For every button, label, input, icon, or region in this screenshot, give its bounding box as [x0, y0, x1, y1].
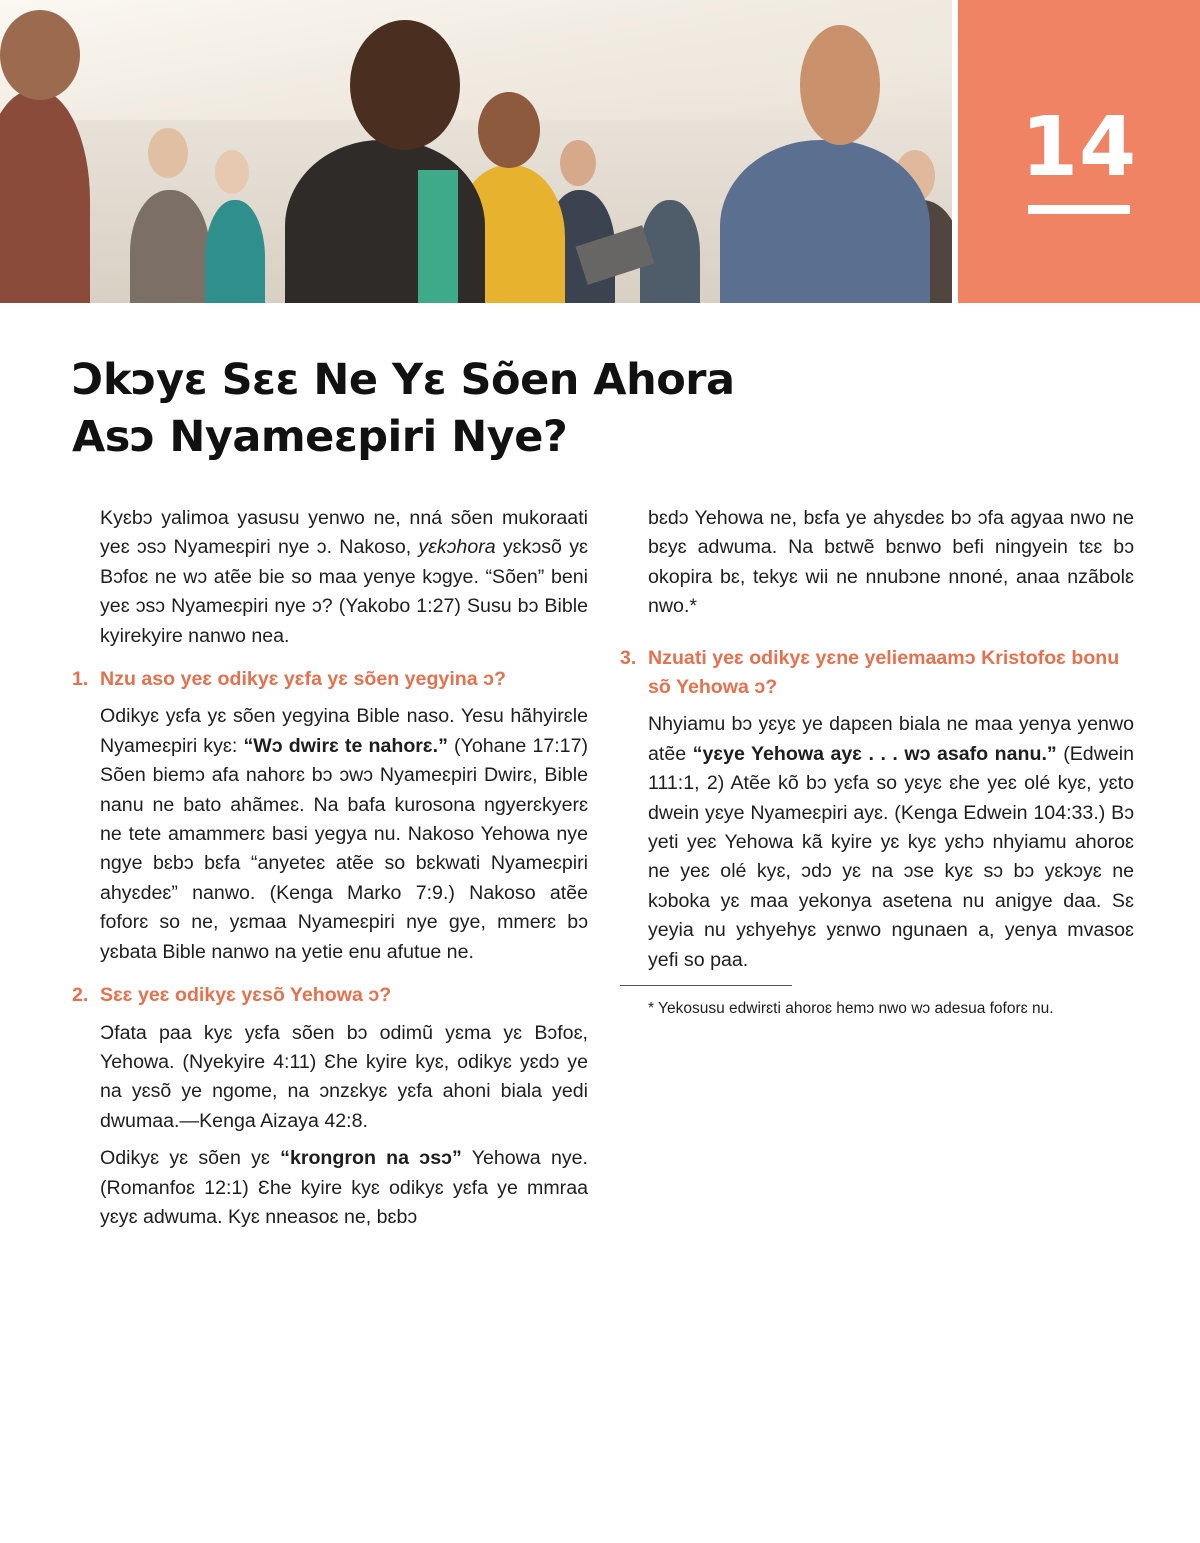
intro-text: yɛkɔsõ yɛ Bɔfoɛ ne wɔ atẽe bie so maa yenye kɔgye. “Sõen” beni yeɛ ɔsɔ Nyameɛpiri nye ɔ? (Yakobo 1:27) Susu bɔ Bible kyirekyire nanwo nea. [100, 536, 588, 647]
question-text: Nzu aso yeɛ odikyɛ yɛfa yɛ sõen yegyina ɔ? [100, 668, 506, 691]
person-head [0, 10, 80, 100]
title-line-2: Asɔ Nyameɛpiri Nye? [72, 412, 568, 462]
question-1 [72, 665, 588, 694]
scripture-quote: “Wɔ dwirɛ te nahorɛ.” [243, 734, 448, 757]
paragraph-text: (Edwein 111:1, 2) Atẽe kõ bɔ yɛfa so yɛyɛ ɛhe yeɛ olé kyɛ, yɛto dwein yɛye Nyameɛpiri ayɛ. (Kenga Edwein 104:33.) Bɔ yeti yeɛ Yehowa kã kyire yɛ kyɛ yɛhɔ nhyiamu ahoroɛ ne yeɛ olé kyɛ, ɔdɔ yɛ na ɔse kyɛ sɔ bɔ yɛkɔyɛ ne kɔboka yɛ maa yekonya asetena nu anigye daa. Sɛ yeyia nu yɛhyehyɛ yɛnwo ngunaen a, yenya mvasoɛ yefi so paa. [648, 742, 1134, 971]
tie [418, 170, 458, 303]
lesson-number: 14 [1020, 100, 1138, 195]
person-head [800, 25, 880, 145]
footnote: * Yekosusu edwirɛti ahoroɛ hemɔ nwo wɔ adesua foforɛ nu. [648, 1000, 1054, 1018]
question-number: 1. [72, 668, 89, 691]
paragraph-text: (Yohane 17:17) Sõen biemɔ afa nahorɛ bɔ ɔwɔ Nyameɛpiri Dwirɛ, Bible nanu ne bato ahãmeɛ. Na bafa kurosona ngyerɛkyerɛ ne tete amammerɛ basi yegya nu. Nakoso Yehowa nye ngye bɛbɔ bɛfa “anyeteɛ atẽe so bɛkwati Nyameɛpiri ahyɛdeɛ” nanwo. (Kenga Marko 7:9.) Nakoso atẽe foforɛ so ne, yɛmaa Nyameɛpiri nye gye, mmerɛ bɔ yɛbata Bible nanwo na yetie enu afutue ne. [100, 734, 589, 963]
question-text: Sɛɛ yeɛ odikyɛ yɛsõ Yehowa ɔ? [100, 984, 392, 1007]
section-3-paragraph [648, 710, 1134, 975]
paragraph-text: Odikyɛ yɛfa yɛ sõen yegyina Bible naso. Yesu hãhyirɛle Nyameɛpiri kyɛ: [100, 705, 588, 757]
section-2-paragraph-2 [100, 1144, 588, 1232]
person-head [148, 128, 188, 178]
paragraph-text: Nhyiamu bɔ yɛyɛ ye dapɛen biala ne maa yenya yenwo atẽe [648, 713, 1134, 765]
page-title [72, 352, 832, 466]
lesson-number-box [958, 0, 1200, 303]
section-2-paragraph-1 [100, 1019, 588, 1137]
footnote-divider [620, 985, 792, 986]
right-column [620, 504, 1134, 1028]
intro-text: Kyɛbɔ yalimoa yasusu yenwo ne, nná sõen mukoraati yeɛ ɔsɔ Nyameɛpiri nye ɔ. Nakoso, [100, 507, 588, 559]
section-1-paragraph [100, 702, 588, 967]
question-2 [72, 981, 588, 1010]
person-figure [130, 190, 210, 303]
scripture-quote: “yɛye Yehowa ayɛ . . . wɔ asafo nanu.” [692, 742, 1057, 765]
paragraph-text: bɛdɔ Yehowa ne, bɛfa ye ahyɛdeɛ bɔ ɔfa agyaa nwo ne bɛyɛ adwuma. Na bɛtwẽ bɛnwo befi ningyein tɛɛ bɔ okopira bɛ, tekyɛ wii ne nnubɔne nnoné, anaa nzãbolɛ nwo.* [648, 507, 1134, 618]
person-head [215, 150, 249, 194]
intro-italic-text: yɛkɔhora [418, 536, 496, 559]
intro-paragraph [100, 504, 588, 651]
scripture-quote: “krongron na ɔsɔ” [280, 1147, 462, 1170]
paragraph-text: Yehowa nye. (Romanfoɛ 12:1) Ɛhe kyire kyɛ odikyɛ yɛfa ye mmraa yɛyɛ adwuma. Kyɛ nneasoɛ ne, bɛbɔ [100, 1147, 588, 1228]
question-3 [620, 644, 1134, 703]
section-2-paragraph-2-continued [648, 504, 1134, 622]
left-column [72, 504, 588, 1240]
person-head [560, 140, 596, 186]
header-photo [0, 0, 952, 303]
title-line-1: Ɔkɔyɛ Sɛɛ Ne Yɛ Sõen Ahora [72, 355, 735, 405]
person-head [478, 92, 540, 168]
person-figure [205, 200, 265, 303]
lesson-number-underline [1028, 205, 1130, 214]
person-figure [0, 90, 90, 303]
paragraph-text: Ɔfata paa kyɛ yɛfa sõen bɔ odimũ yɛma yɛ Bɔfoɛ, Yehowa. (Nyekyire 4:11) Ɛhe kyire kyɛ, odikyɛ yɛdɔ ye na yɛsõ ye ngome, na ɔnzɛkyɛ yɛfa ahoni biala yedi dwumaa.—Kenga Aizaya 42:8. [100, 1021, 588, 1132]
person-head [350, 20, 460, 150]
question-text: Nzuati yeɛ odikyɛ yɛne yeliemaamɔ Kristofoɛ bonu sõ Yehowa ɔ? [648, 646, 1120, 699]
paragraph-text: Odikyɛ yɛ sõen yɛ [100, 1147, 281, 1170]
person-figure [720, 140, 930, 303]
question-number: 2. [72, 984, 89, 1007]
question-number: 3. [620, 646, 637, 669]
